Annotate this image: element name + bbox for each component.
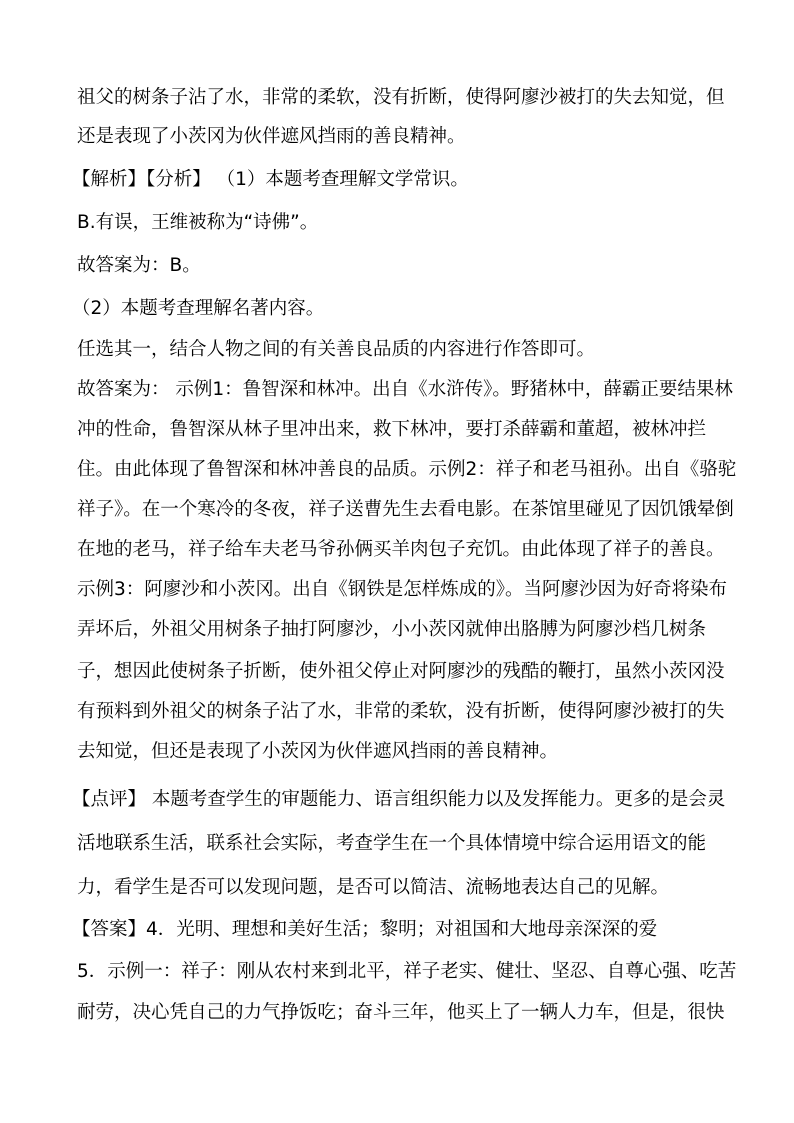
text-line: 【解析】【分析】 （1）本题考查理解文学常识。 — [72, 169, 469, 190]
text-line: 弄坏后，外祖父用树条子抽打阿廖沙，小小茨冈就伸出胳膊为阿廖沙档几树条 — [77, 619, 707, 640]
text-line: 在地的老马，祥子给车夫老马爷孙俩买羊肉包子充饥。由此体现了祥子的善良。 — [77, 539, 725, 560]
text-line: 【答案】4．光明、理想和美好生活；黎明；对祖国和大地母亲深深的爱 — [72, 919, 658, 940]
text-line: 活地联系生活，联系社会实际，考查学生在一个具体情境中综合运用语文的能 — [77, 833, 707, 854]
text-line: 住。由此体现了鲁智深和林冲善良的品质。示例2：祥子和老马祖孙。出自《骆驼 — [77, 459, 737, 480]
text-line: 示例3：阿廖沙和小茨冈。出自《钢铁是怎样炼成的》。当阿廖沙因为好奇将染布 — [77, 579, 728, 600]
text-line: 5．示例一：祥子：刚从农村来到北平，祥子老实、健壮、坚忍、自尊心强、吃苦 — [77, 961, 737, 982]
text-line: 故答案为：B。 — [77, 255, 201, 276]
text-line: B.有误，王维被称为“诗佛”。 — [77, 212, 319, 233]
text-line: 冲的性命，鲁智深从林子里冲出来，救下林冲，要打杀薛霸和董超，被林冲拦 — [77, 419, 707, 440]
text-line: 有预料到外祖父的树条子沾了水，非常的柔软，没有折断，使得阿廖沙被打的失 — [77, 701, 725, 722]
text-line: 子，想因此使树条子折断，使外祖父停止对阿廖沙的残酷的鞭打，虽然小茨冈没 — [77, 661, 725, 682]
text-line: 祥子》。在一个寒冷的冬夜，祥子送曹先生去看电影。在茶馆里碰见了因饥饿晕倒 — [77, 499, 734, 520]
text-line: 任选其一，结合人物之间的有关善良品质的内容进行作答即可。 — [77, 339, 596, 360]
text-line: 耐劳，决心凭自己的力气挣饭吃；奋斗三年，他买上了一辆人力车，但是，很快 — [77, 1002, 725, 1023]
text-line: （2）本题考查理解名著内容。 — [72, 298, 325, 319]
text-line: 故答案为： 示例1：鲁智深和林冲。出自《水浒传》。野猪林中，薛霸正要结果林 — [77, 379, 733, 400]
text-line: 力，看学生是否可以发现问题，是否可以简洁、流畅地表达自己的见解。 — [77, 877, 670, 898]
text-line: 【点评】 本题考查学生的审题能力、语言组织能力以及发挥能力。更多的是会灵 — [72, 789, 726, 810]
text-line: 去知觉，但还是表现了小茨冈为伙伴遮风挡雨的善良精神。 — [77, 741, 559, 762]
text-line: 还是表现了小茨冈为伙伴遮风挡雨的善良精神。 — [77, 126, 466, 147]
text-line: 祖父的树条子沾了水，非常的柔软，没有折断，使得阿廖沙被打的失去知觉，但 — [77, 87, 725, 108]
